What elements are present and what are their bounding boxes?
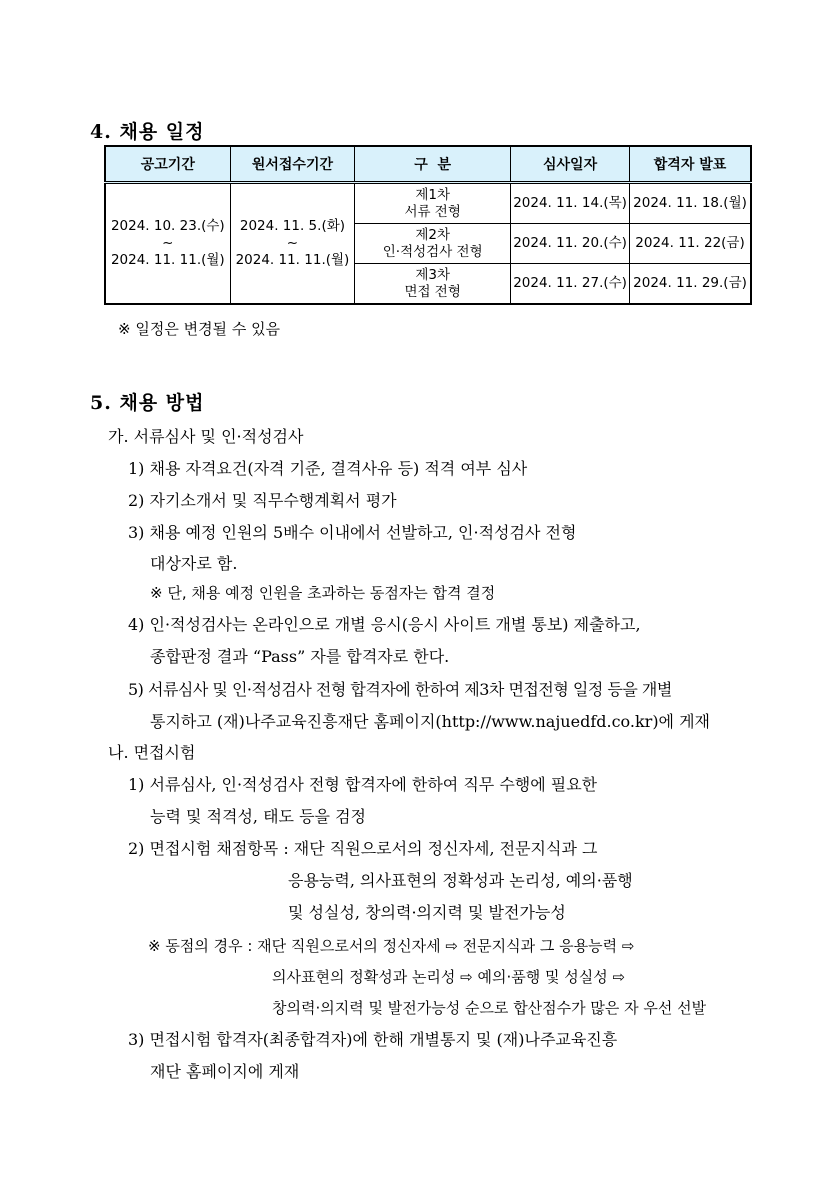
list-item-continuation: 및 성실성, 창의력·의지력 및 발전가능성 (288, 903, 566, 922)
list-item: 5) 서류심사 및 인·적성검사 전형 합격자에 한하여 제3차 면접전형 일정 등을 개별 (128, 680, 672, 699)
list-item: 4) 인·적성검사는 온라인으로 개별 응시(응시 사이트 개별 통보) 제출하고, (128, 615, 641, 634)
list-item: 2) 면접시험 채점항목 : 재단 직원으로서의 정신자세, 전문지식과 그 (128, 839, 598, 858)
table-row (105, 183, 751, 224)
header-category: 구 분 (355, 146, 511, 183)
result-date-cell: 2024. 11. 29.(금) (630, 264, 751, 305)
application-period-cell: 2024. 11. 5.(화) ~ 2024. 11. 11.(월) (230, 183, 355, 305)
result-date-cell: 2024. 11. 18.(월) (630, 183, 751, 224)
schedule-note: ※ 일정은 변경될 수 있음 (118, 320, 281, 338)
list-item: 1) 서류심사, 인·적성검사 전형 합격자에 한하여 직무 수행에 필요한 (128, 775, 598, 794)
list-item-continuation: 통지하고 (재)나주교육진흥재단 홈페이지(http://www.najuedfd.co.kr)에 게재 (150, 712, 711, 731)
result-date-cell: 2024. 11. 22(금) (630, 224, 751, 264)
stage-cell: 제3차 면접 전형 (355, 264, 511, 305)
tie-break-note: 창의력·의지력 및 발전가능성 순으로 합산점수가 많은 자 우선 선발 (272, 999, 707, 1017)
list-item-continuation: 대상자로 함. (150, 554, 238, 573)
list-item-continuation: 능력 및 적격성, 태도 등을 검정 (150, 807, 366, 826)
list-item: 3) 채용 예정 인원의 5배수 이내에서 선발하고, 인·적성검사 전형 (128, 523, 577, 542)
tie-break-note: 의사표현의 정확성과 논리성 ⇨ 예의·품행 및 성실성 ⇨ (272, 968, 626, 986)
stage-cell: 제2차 인·적성검사 전형 (355, 224, 511, 264)
section-4-heading: 4. 채용 일정 (90, 121, 205, 143)
table-header-row (105, 146, 751, 183)
tie-break-note: ※ 동점의 경우 : 재단 직원으로서의 정신자세 ⇨ 전문지식과 그 응용능력 ⇨ (148, 937, 635, 955)
review-date-cell: 2024. 11. 20.(수) (511, 224, 630, 264)
list-item-continuation: 재단 홈페이지에 게재 (150, 1062, 300, 1081)
subsection-na-title: 나. 면접시험 (108, 743, 196, 762)
list-item: 1) 채용 자격요건(자격 기준, 결격사유 등) 적격 여부 심사 (128, 459, 528, 478)
list-item: 3) 면접시험 합격자(최종합격자)에 한해 개별통지 및 (재)나주교육진흥 (128, 1030, 618, 1049)
schedule-table (104, 145, 752, 305)
list-item-continuation: 응용능력, 의사표현의 정확성과 논리성, 예의·품행 (288, 871, 633, 890)
header-result-announcement: 합격자 발표 (630, 146, 751, 183)
section-5-heading: 5. 채용 방법 (90, 392, 205, 414)
list-item: 2) 자기소개서 및 직무수행계획서 평가 (128, 491, 397, 510)
header-announce-period: 공고기간 (105, 146, 230, 183)
review-date-cell: 2024. 11. 14.(목) (511, 183, 630, 224)
header-application-period: 원서접수기간 (230, 146, 355, 183)
stage-cell: 제1차 서류 전형 (355, 183, 511, 224)
announce-period-cell: 2024. 10. 23.(수) ~ 2024. 11. 11.(월) (105, 183, 230, 305)
list-item-continuation: 종합판정 결과 “Pass” 자를 합격자로 한다. (150, 647, 450, 666)
header-review-date: 심사일자 (511, 146, 630, 183)
subsection-ga-title: 가. 서류심사 및 인·적성검사 (108, 427, 304, 446)
review-date-cell: 2024. 11. 27.(수) (511, 264, 630, 305)
list-note: ※ 단, 채용 예정 인원을 초과하는 동점자는 합격 결정 (150, 584, 496, 602)
